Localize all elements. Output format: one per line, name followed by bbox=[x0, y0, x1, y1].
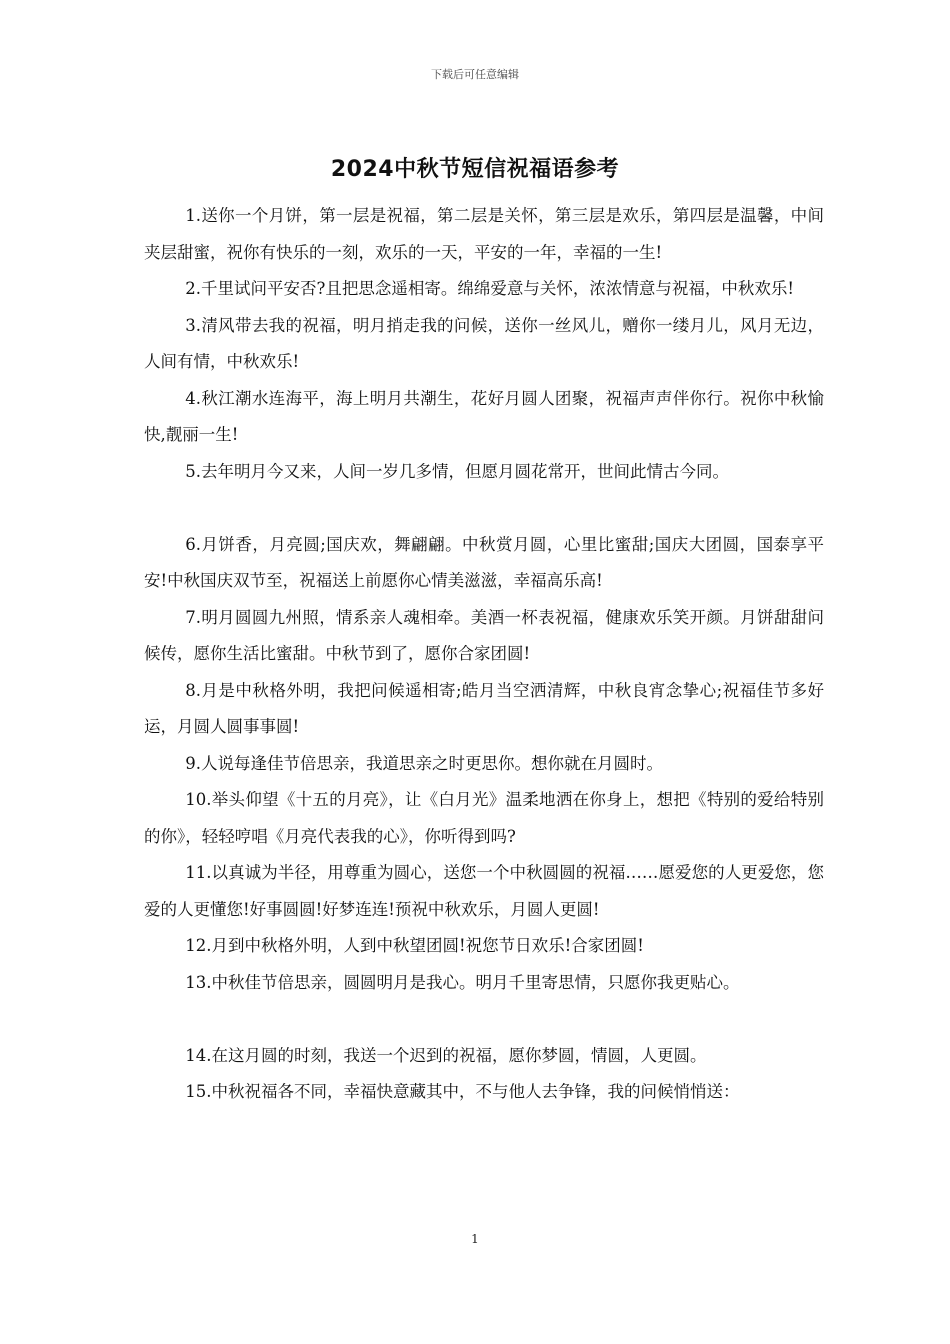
page-number: 1 bbox=[471, 1232, 479, 1246]
paragraph-3: 3.清风带去我的祝福，明月捎走我的问候，送你一丝风儿，赠你一缕月儿，风月无边，人间有情，中秋欢乐! bbox=[144, 315, 824, 371]
paragraph-2: 2.千里试问平安否?且把思念遥相寄。绵绵爱意与关怀，浓浓情意与祝福，中秋欢乐! bbox=[185, 279, 794, 298]
paragraph-1: 1.送你一个月饼，第一层是祝福，第二层是关怀，第三层是欢乐，第四层是温馨，中间夹层甜蜜，祝你有快乐的一刻，欢乐的一天，平安的一年，幸福的一生! bbox=[144, 206, 824, 262]
paragraph-13: 13.中秋佳节倍思亲，圆圆明月是我心。明月千里寄思情，只愿你我更贴心。 bbox=[185, 972, 740, 992]
paragraph-7: 7.明月圆圆九州照，情系亲人魂相牵。美酒一杯表祝福，健康欢乐笑开颜。月饼甜甜问候传，愿你生活比蜜甜。中秋节到了，愿你合家团圆! bbox=[144, 607, 824, 663]
document-title: 2024中秋节短信祝福语参考 bbox=[330, 157, 620, 182]
paragraph-12: 12.月到中秋格外明，人到中秋望团圆!祝您节日欢乐!合家团圆! bbox=[185, 936, 644, 955]
blank-line bbox=[144, 490, 824, 527]
paragraph-9: 9.人说每逢佳节倍思亲，我道思亲之时更思你。想你就在月圆时。 bbox=[185, 753, 663, 773]
paragraph-14: 14.在这月圆的时刻，我送一个迟到的祝福，愿你梦圆，情圆，人更圆。 bbox=[185, 1045, 707, 1065]
paragraph-6: 6.月饼香，月亮圆;国庆欢，舞翩翩。中秋赏月圆，心里比蜜甜;国庆大团圆，国泰享平安!中秋国庆双节至，祝福送上前愿你心情美滋滋，幸福高乐高! bbox=[144, 534, 824, 590]
document-body bbox=[144, 198, 824, 1111]
paragraph-5: 5.去年明月今又来，人间一岁几多情，但愿月圆花常开，世间此情古今同。 bbox=[185, 461, 729, 481]
paragraph-8: 8.月是中秋格外明，我把问候遥相寄;皓月当空洒清辉，中秋良宵念挚心;祝福佳节多好运，月圆人圆事事圆! bbox=[144, 680, 824, 736]
blank-line bbox=[144, 1001, 824, 1038]
header-note: 下载后可任意编辑 bbox=[431, 68, 519, 81]
paragraph-10: 10.举头仰望《十五的月亮》，让《白月光》温柔地洒在你身上，想把《特别的爱给特别的你》，轻轻哼唱《月亮代表我的心》，你听得到吗? bbox=[144, 790, 824, 846]
paragraph-4: 4.秋江潮水连海平，海上明月共潮生，花好月圆人团聚，祝福声声伴你行。祝你中秋愉快,靓丽一生! bbox=[144, 388, 824, 444]
paragraph-15: 15.中秋祝福各不同，幸福快意藏其中，不与他人去争锋，我的问候悄悄送： bbox=[185, 1082, 740, 1101]
paragraph-11: 11.以真诚为半径，用尊重为圆心，送您一个中秋圆圆的祝福……愿爱您的人更爱您，您爱的人更懂您!好事圆圆!好梦连连!预祝中秋欢乐，月圆人更圆! bbox=[144, 863, 824, 919]
